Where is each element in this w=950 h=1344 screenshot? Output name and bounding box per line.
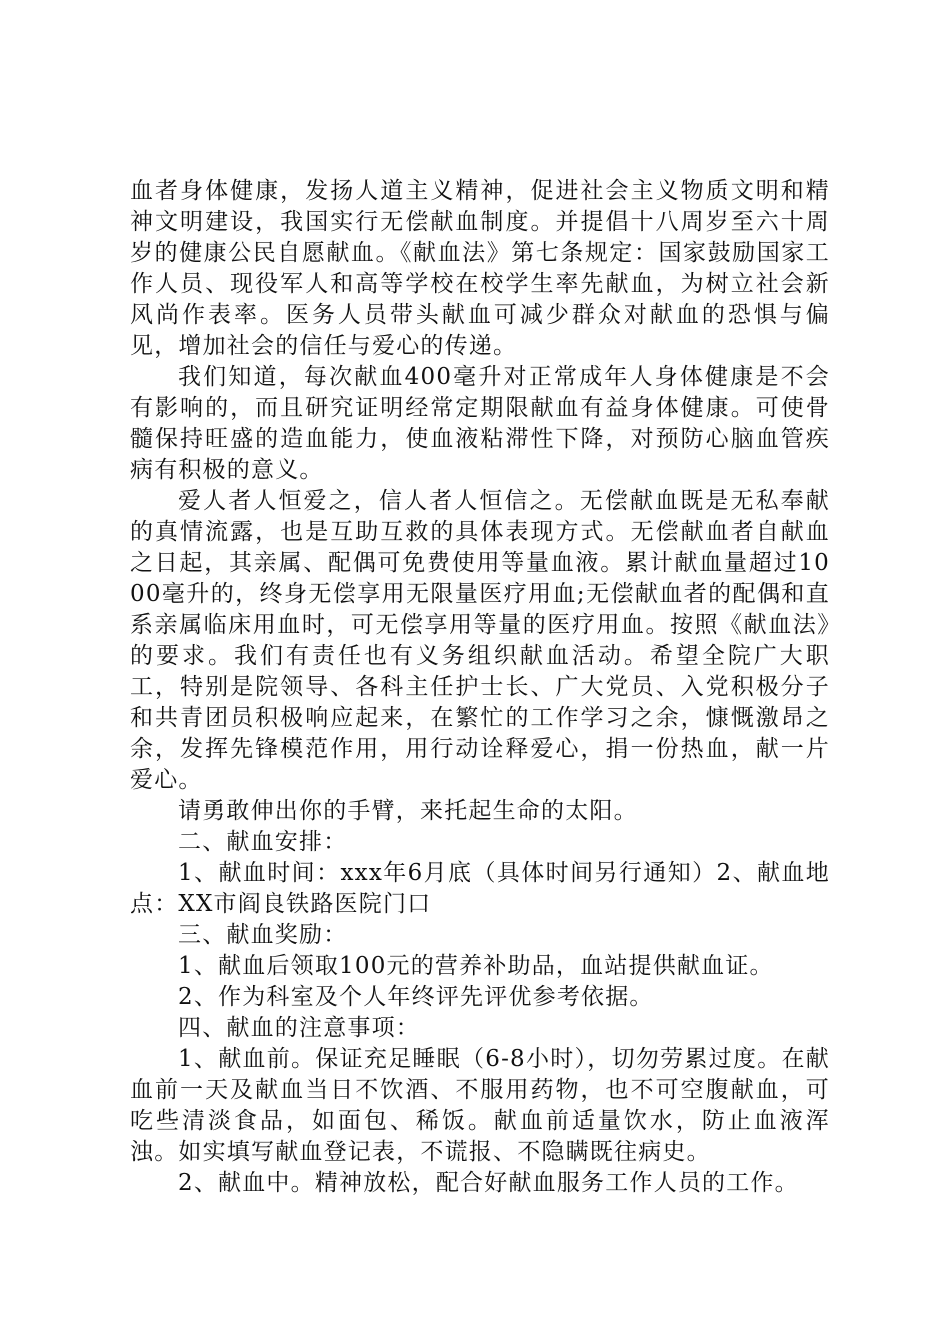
paragraph-reward-1: 1、献血后领取100元的营养补助品，血站提供献血证。 bbox=[178, 953, 774, 979]
paragraph-call-to-action: 爱人者人恒爱之，信人者人恒信之。无偿献血既是无私奉献的真情流露，也是互助互救的具体表现方式。无偿献血者自献血之日起，其亲属、配偶可免费使用等量血液。累计献血量超过1000毫升的，终身无偿享用无限量医疗用血;无偿献血者的配偶和直系亲属临床用血时，可无偿享用等量的医疗用血。按照《献血法》的要求。我们有责任也有义务组织献血活动。希望全院广大职工，特别是院领导、各科主任护士长、广大党员、入党积极分子和共青团员积极响应起来，在繁忙的工作学习之余，慷慨激昂之余，发挥先锋模范作用，用行动诠释爱心，捐一份热血，献一片爱心。 bbox=[130, 488, 830, 793]
section-heading-arrangement: 二、献血安排： bbox=[178, 829, 348, 855]
paragraph-during-donation: 2、献血中。精神放松，配合好献血服务工作人员的工作。 bbox=[178, 1170, 799, 1196]
paragraph-time-location: 1、献血时间：xxx年6月底（具体时间另行通知）2、献血地点：XX市阎良铁路医院门口 bbox=[130, 860, 830, 917]
paragraph-before-donation: 1、献血前。保证充足睡眠（6-8小时），切勿劳累过度。在献血前一天及献血当日不饮酒、不服用药物，也不可空腹献血，可吃些清淡食品，如面包、稀饭。献血前适量饮水，防止血液浑浊。如实填写献血登记表，不谎报、不隐瞒既往病史。 bbox=[130, 1046, 830, 1165]
paragraph-reward-2: 2、作为科室及个人年终评先评优参考依据。 bbox=[178, 984, 654, 1010]
section-heading-notes: 四、献血的注意事项： bbox=[178, 1015, 420, 1041]
paragraph-health-benefits: 我们知道，每次献血400毫升对正常成年人身体健康是不会有影响的，而且研究证明经常定期限献血有益身体健康。可使骨髓保持旺盛的造血能力，使血液粘滞性下降，对预防心脑血管疾病有积极的意义。 bbox=[130, 364, 830, 483]
paragraph-intro-continued: 血者身体健康，发扬人道主义精神，促进社会主义物质文明和精神文明建设，我国实行无偿献血制度。并提倡十八周岁至六十周岁的健康公民自愿献血。《献血法》第七条规定：国家鼓励国家工作人员、现役军人和高等学校在校学生率先献血，为树立社会新风尚作表率。医务人员带头献血可减少群众对献血的恐惧与偏见，增加社会的信任与爱心的传递。 bbox=[130, 178, 830, 359]
paragraph-slogan: 请勇敢伸出你的手臂，来托起生命的太阳。 bbox=[178, 798, 638, 824]
document-body bbox=[130, 176, 830, 1199]
section-heading-rewards: 三、献血奖励： bbox=[178, 922, 348, 948]
